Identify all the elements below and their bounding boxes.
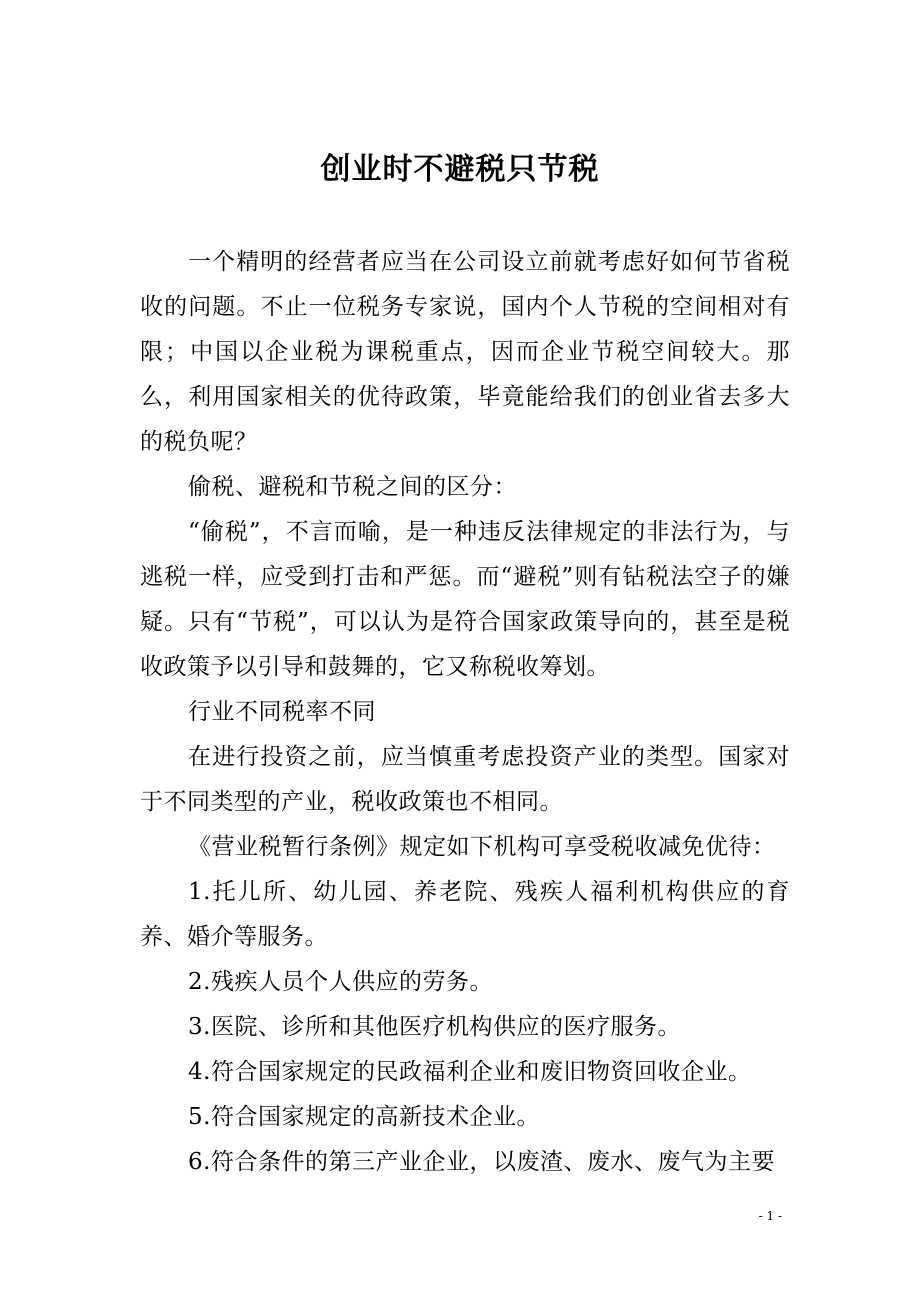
paragraph-regulation: 《营业税暂行条例》规定如下机构可享受税收减免优待： <box>188 834 776 860</box>
list-item-5: 5.符合国家规定的高新技术企业。 <box>188 1104 540 1130</box>
paragraph-intro: 一个精明的经营者应当在公司设立前就考虑好如何节省税收的问题。不止一位税务专家说，国内个人节税的空间相对有限；中国以企业税为课税重点，因而企业节税空间较大。那么，利用国家相关的优待政策，毕竟能给我们的创业省去多大的税负呢？ <box>140 249 790 455</box>
list-item-3: 3.医院、诊所和其他医疗机构供应的医疗服务。 <box>188 1014 681 1040</box>
list-item-1: 1.托儿所、幼儿园、养老院、残疾人福利机构供应的育养、婚介等服务。 <box>140 879 790 950</box>
list-item-6: 6.符合条件的第三产业企业，以废渣、废水、废气为主要 <box>188 1149 775 1175</box>
list-item-2: 2.残疾人员个人供应的劳务。 <box>188 969 493 995</box>
paragraph-heading-difference: 偷税、避税和节税之间的区分： <box>188 474 517 500</box>
document-body <box>140 240 790 1185</box>
page-number: - 1 - <box>758 1209 782 1223</box>
paragraph-investment: 在进行投资之前，应当慎重考虑投资产业的类型。国家对于不同类型的产业，税收政策也不相同。 <box>140 744 790 815</box>
list-item-4: 4.符合国家规定的民政福利企业和废旧物资回收企业。 <box>188 1059 752 1085</box>
paragraph-definitions: “偷税”，不言而喻，是一种违反法律规定的非法行为，与逃税一样，应受到打击和严惩。而“避税”则有钻税法空子的嫌疑。只有“节税”，可以认为是符合国家政策导向的，甚至是税收政策予以引导和鼓舞的，它又称税收筹划。 <box>140 519 790 680</box>
paragraph-heading-industry: 行业不同税率不同 <box>188 699 376 725</box>
page-title: 创业时不避税只节税 <box>320 152 600 188</box>
